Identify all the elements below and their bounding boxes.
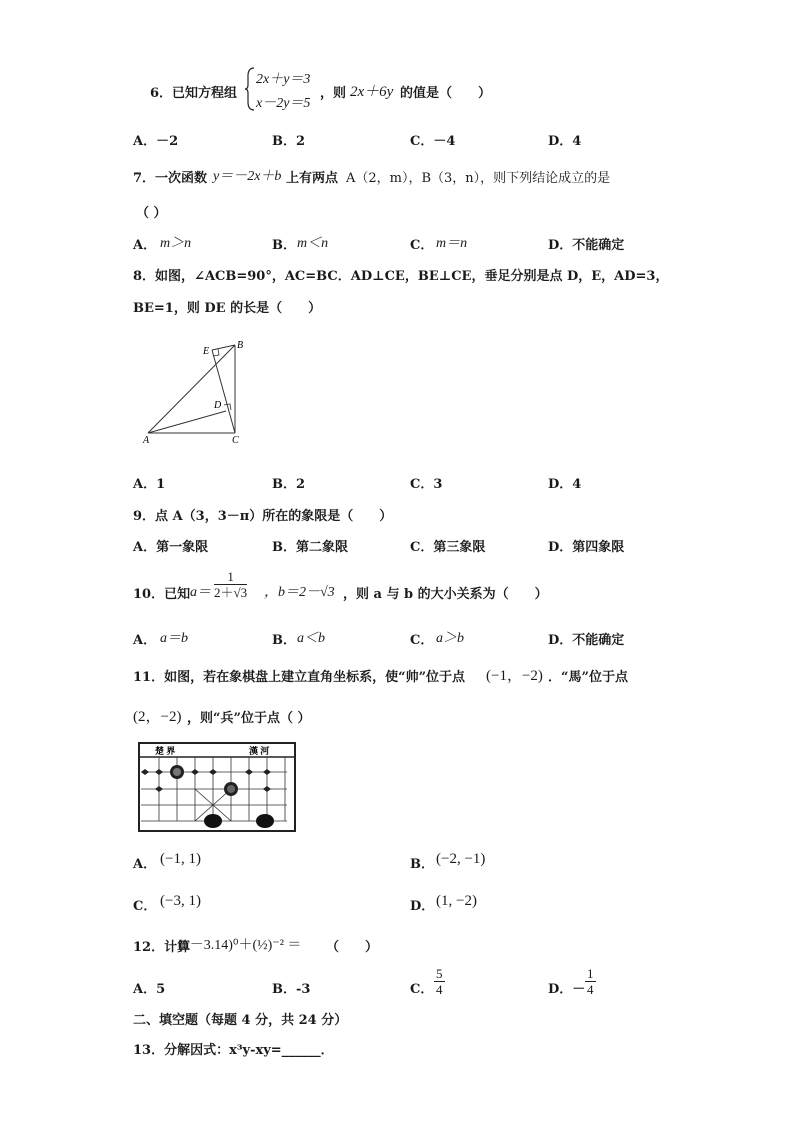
q7-option-a-math: m＞n: [160, 236, 192, 251]
q7-line2: （ ）: [136, 206, 167, 221]
q10-option-b-math: a＜b: [297, 631, 325, 646]
q10-frac-num: 1: [214, 569, 247, 585]
q6-brace: [244, 66, 256, 112]
q12-d-num: 1: [587, 966, 594, 981]
shuai-piece: [204, 814, 222, 828]
q10-frac-den: 2＋√3: [214, 585, 248, 600]
q12-option-b: B．-3: [272, 982, 311, 997]
q11-chessboard-figure: [137, 741, 297, 833]
q10-fraction: [214, 569, 247, 600]
q13-text: 13．分解因式：x³y-xy=______．: [133, 1043, 334, 1058]
q10-prefix: 10．已知: [133, 587, 191, 602]
q7-prefix: 7．一次函数: [133, 171, 208, 186]
q11-option-b-label: B．: [410, 857, 434, 872]
q8-line1: 8．如图，∠ACB=90°，AC=BC．AD⊥CE，BE⊥CE，垂足分别是点 D，E，AD=3，: [133, 269, 669, 284]
segment-ab: [148, 345, 235, 433]
q6-option-c: C．－4: [410, 134, 456, 149]
q6-option-b: B．2: [272, 134, 306, 149]
q12-c-num: 5: [436, 966, 443, 981]
q6-expr: 2x＋6y: [350, 84, 394, 100]
q7-option-d: D．不能确定: [548, 238, 625, 253]
q12-expr: (π－3.14)⁰＋(½)⁻² ＝: [178, 938, 302, 953]
q7-function: y＝－2x＋b: [213, 169, 282, 184]
q6-prefix: 6．已知方程组: [150, 86, 238, 101]
q10-suffix: ，则 a 与 b 的大小关系为（ ）: [343, 587, 548, 602]
q11-line1: 11．如图，若在象棋盘上建立直角坐标系，使“帅”位于点: [133, 670, 466, 685]
q11-option-d-label: D．: [410, 899, 435, 914]
q7-mid: 上有两点: [286, 171, 339, 186]
section-2-heading: 二、填空题（每题 4 分，共 24 分）: [133, 1013, 348, 1028]
q11-option-a-label: A．: [133, 857, 157, 872]
q8-geometry-figure: [140, 335, 260, 447]
q8-option-a: A．1: [133, 477, 166, 492]
q12-option-c-fraction: [434, 966, 445, 997]
q6-suffix2: 的值是（ ）: [400, 86, 492, 101]
q10-b-expr: ，b＝2－√3: [264, 585, 335, 600]
q6-option-d: D．4: [548, 134, 582, 149]
q11-ma-point: (2，−2): [133, 709, 182, 725]
q12-prefix: 12．计算: [133, 940, 191, 955]
q12-option-c-label: C．: [410, 982, 434, 997]
q7-option-c-math: m＝n: [436, 236, 468, 251]
q10-option-a-label: A．: [133, 633, 157, 648]
q10-option-b-label: B．: [272, 633, 296, 648]
q7-option-b-math: m＜n: [297, 236, 329, 251]
q12-option-d-fraction: [585, 966, 596, 997]
segment-be: [212, 345, 235, 350]
q11-option-b-math: (−2, −1): [436, 851, 486, 867]
q6-suffix1: ，则: [320, 86, 347, 101]
board-left-label: 楚 界: [155, 746, 176, 756]
q9-text: 9．点 A（3，3－π）所在的象限是（ ）: [133, 509, 393, 524]
q10-option-a-math: a＝b: [160, 631, 188, 646]
q7-points: A（2，m），B（3，n），则下列结论成立的是: [346, 171, 611, 186]
q6-option-a: A．－2: [133, 134, 179, 149]
q11-shuai-point: (−1，−2): [486, 668, 543, 684]
label-a: A: [143, 435, 150, 446]
q8-option-d: D．4: [548, 477, 582, 492]
q9-option-b: B．第二象限: [272, 540, 348, 555]
q7-option-c-label: C．: [410, 238, 434, 253]
q8-line2: BE=1，则 DE 的长是（ ）: [133, 301, 322, 316]
q11-option-c-label: C．: [133, 899, 157, 914]
ma-piece: [256, 814, 274, 828]
q7-option-b-label: B．: [272, 238, 296, 253]
q11-option-a-math: (−1, 1): [160, 851, 201, 867]
label-d: D: [214, 400, 222, 411]
board-right-label: 漢 河: [249, 746, 270, 756]
q9-option-d: D．第四象限: [548, 540, 625, 555]
segment-ce: [212, 350, 235, 433]
q11-line2-tail: ，则“兵”位于点（ ）: [187, 711, 311, 726]
q11-option-d-math: (1, −2): [436, 893, 477, 909]
segment-ad: [148, 411, 226, 433]
q7-option-a-label: A．: [133, 238, 157, 253]
q10-option-d: D．不能确定: [548, 633, 625, 648]
q9-option-a: A．第一象限: [133, 540, 209, 555]
q12-c-den: 4: [436, 982, 443, 997]
q12-d-den: 4: [587, 982, 594, 997]
q6-eq2: x－2y＝5: [256, 96, 311, 111]
q11-line1-tail: ．“馬”位于点: [548, 670, 628, 685]
q10-a-lhs: a＝: [190, 585, 211, 600]
q10-option-c-label: C．: [410, 633, 434, 648]
q12-option-a: A．5: [133, 982, 166, 997]
q12-option-d-label: D．－: [548, 982, 586, 997]
q10-option-c-math: a＞b: [436, 631, 464, 646]
q11-option-c-math: (−3, 1): [160, 893, 201, 909]
label-b: B: [237, 340, 244, 351]
label-e: E: [203, 346, 210, 357]
q6-eq1: 2x＋y＝3: [256, 72, 311, 87]
label-c: C: [232, 435, 239, 446]
q8-option-c: C．3: [410, 477, 443, 492]
q12-suffix: （ ）: [326, 940, 379, 955]
q9-option-c: C．第三象限: [410, 540, 486, 555]
q8-option-b: B．2: [272, 477, 306, 492]
